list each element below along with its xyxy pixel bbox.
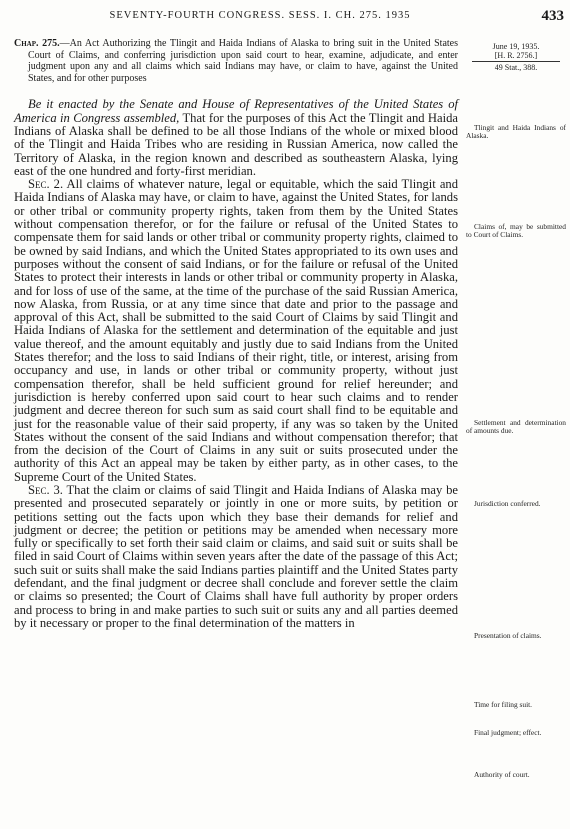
- section-3: [14, 484, 458, 630]
- margin-divider: [472, 61, 560, 62]
- margin-note: Tlingit and Haida Indians of Alaska.: [466, 123, 566, 141]
- page-number: 433: [541, 8, 564, 24]
- margin-note: Authority of court.: [474, 770, 530, 779]
- margin-note-judgment: [466, 729, 566, 737]
- margin-bill: [H. R. 2756.]: [494, 51, 538, 60]
- section-2: [14, 178, 458, 484]
- section-1-text: That for the purposes of this Act the Tlingit and Haida Indians of Alaska shall be defined to be all those Indians of the whole or mixed blood of the Tlingit and Haida Tribes who are residing in Russian America, now called the Territory of Alaska, in the region known and described as southeastern Alaska, lying east of the one hundred and forty-first meridian.: [14, 110, 458, 178]
- margin-statute: 49 Stat., 388.: [494, 63, 538, 72]
- margin-note: Settlement and determination of amounts due.: [466, 418, 566, 436]
- section-3-label: Sec. 3.: [28, 482, 63, 497]
- margin-note-time: [466, 701, 566, 709]
- chapter-title: —An Act Authorizing the Tlingit and Haida Indians of Alaska to bring suit in the United States Court of Claims, and conferring jurisdiction upon said court to hear, examine, adjudicate, and enter judgment upon any and all claims which said Indians may have, or claim to have, against the United States, and for other purposes: [28, 38, 458, 84]
- margin-date: June 19, 1935.: [492, 42, 540, 51]
- margin-note-tlingit: [466, 124, 566, 141]
- margin-note-jurisdiction: [466, 500, 566, 508]
- section-3-text: That the claim or claims of said Tlingit and Haida Indians of Alaska may be presented and prosecuted separately or jointly in one or more suits, by petition or petitions setting out the facts upon which they base their demands for relief and judgment or decree; the petition or petitions may be amended when necessary more fully or specifically to set forth their said claim or claims, and said suit or suits shall be filed in said Court of Claims within seven years after the date of the passage of this Act; such suit or suits shall make the said Indians parties plaintiff and the United States party defendant, and the final judgment or decree shall conclude and forever settle the claim or claims so presented; the Court of Claims shall have full authority by proper orders and process to bring in and make parties to such suit or suits any and all parties deemed by it necessary or proper to the final determination of the matters in: [14, 482, 459, 630]
- chapter-label: Chap. 275.: [14, 38, 60, 49]
- margin-note: Jurisdiction conferred.: [474, 499, 541, 508]
- running-header-title: SEVENTY-FOURTH CONGRESS. SESS. I. CH. 275. 1935: [109, 10, 411, 21]
- margin-note-presentation: [466, 632, 566, 640]
- margin-citation: [466, 42, 566, 72]
- section-2-text: All claims of whatever nature, legal or equitable, which the said Tlingit and Haida Indians of Alaska may have, or claim to have, against the United States, for lands or other tribal or community property rights, taken from them by the United States without compensation therefor, or for the failure or refusal of the United States to compensate them for said lands or other tribal or community property rights, claimed to be owned by said Indians, and which the United States appropriated to its own uses and purposes without the consent of said Indians, or for the failure or refusal of the United States to protect their interests in lands or other tribal or community property in Alaska, and for loss of use of the same, at the time of the purchase of the said Russian America, now Alaska, from Russia, or at any time since that date and prior to the passage and approval of this Act, shall be submitted to the said Court of Claims by said Tlingit and Haida Indians of Alaska for the settlement and determination of the equitable and just value thereof, and the amount equitably and justly due to said Indians from the United States therefor; and the loss to said Indians of their right, title, or interest, arising from occupancy and use, in lands or other tribal or community property, without just compensation therefor, shall be held sufficient ground for relief hereunder; and jurisdiction is hereby conferred upon said court to hear such claims and to render judgment and decree thereon for such sum as said court shall find to be equitable and just for the reasonable value of their said property, if any was so taken by the United States without the consent of the said Indians and without compensation therefor; that from the decision of the Court of Claims in any suit or suits prosecuted under the authority of this Act an appeal may be taken by either party, as in other cases, to the Supreme Court of the United States.: [14, 177, 458, 484]
- margin-note: Claims of, may be submitted to Court of Claims.: [466, 222, 566, 240]
- margin-note: Final judgment; effect.: [474, 728, 542, 737]
- main-column: [14, 38, 458, 630]
- chapter-heading: [14, 38, 458, 84]
- margin-note-claims: [466, 223, 566, 240]
- running-header: [0, 8, 570, 28]
- enacting-clause: Be it enacted by the Senate and House of Representatives of the United States of America in Congress assembled,: [14, 97, 458, 125]
- margin-note: Presentation of claims.: [474, 631, 542, 640]
- act-body: [14, 98, 458, 630]
- section-1: [14, 98, 458, 178]
- section-2-label: Sec. 2.: [28, 177, 64, 192]
- margin-note: Time for filing suit.: [474, 700, 533, 709]
- margin-note-authority: [466, 771, 566, 779]
- margin-note-settlement: [466, 419, 566, 436]
